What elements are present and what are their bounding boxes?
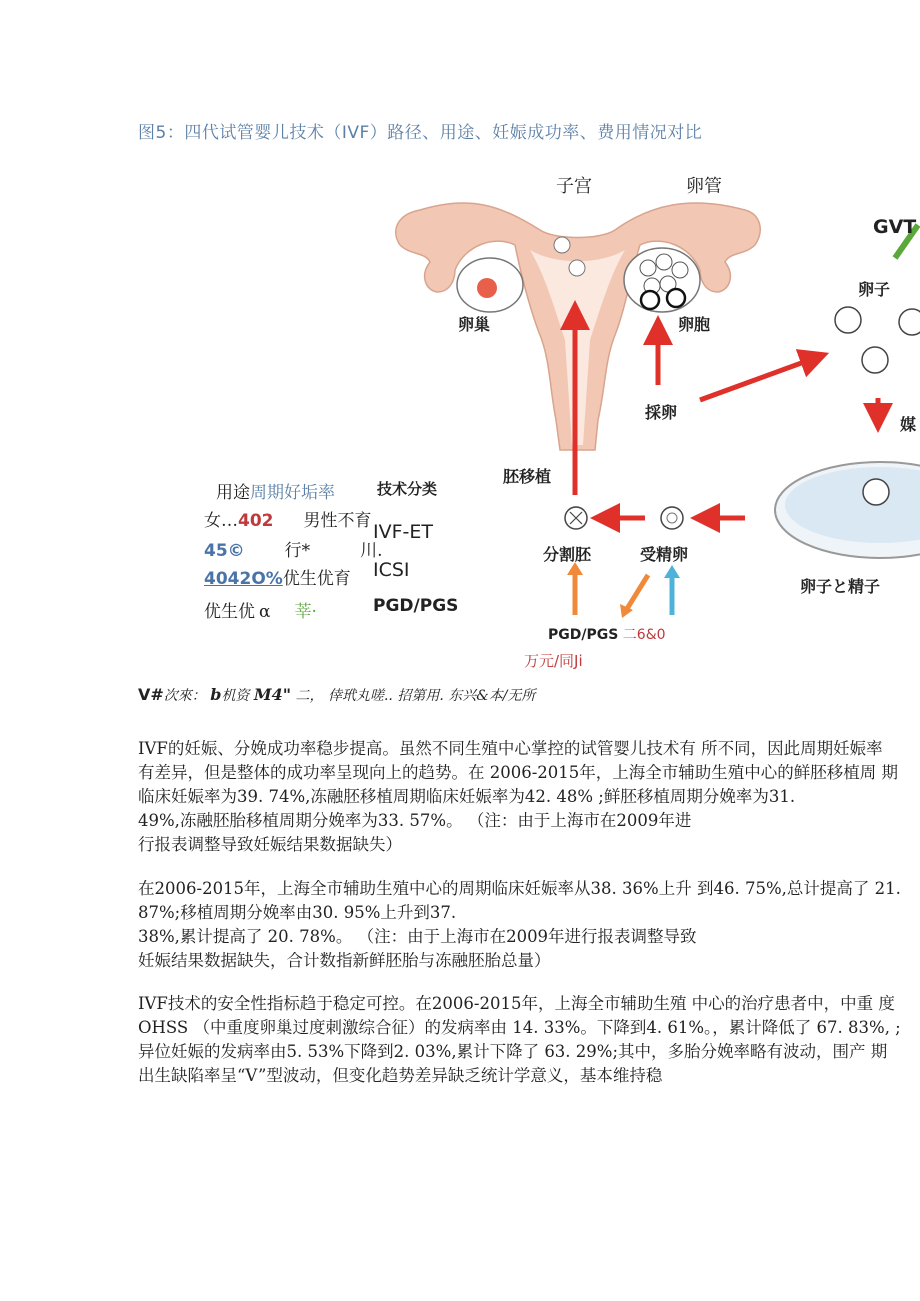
row-3 [204,564,351,589]
follicle-label: 卵胞 [678,315,711,334]
pgd-cost [548,624,666,644]
egg-cells [835,307,920,373]
tech-ivf-et: IVF-ET [373,521,433,543]
source-d: 机资 [221,688,250,704]
p2-line: 38%,累计提高了 20. 78%。 （注：由于上海市在2009年进行报表调整导致 [138,927,697,946]
row2-c: 川. [360,541,383,561]
source-c: b [210,685,222,704]
follicles-right [624,248,700,312]
paragraph-2 [138,877,920,973]
source-b: 次來： [163,688,206,704]
use-header [216,478,335,503]
tech-pgd: PGD/PGS [373,596,459,616]
row2-a: 45© [204,541,245,561]
cost-unit: 万元/同Ji [524,652,583,670]
ivf-diagram [0,160,920,680]
row-2 [204,536,383,561]
p1-line: 49%,冻融胚胎移植周期分娩率为33. 57%。 （注：由于上海市在2009年进 [138,811,692,830]
p3-line: 异位妊娠的发病率由5. 53%下降到2. 03%,累计下降了 63. 29%;其中，多胎分娩率略有波动，围产 期 [138,1042,888,1061]
row-4 [204,597,317,622]
source-line [138,685,535,705]
ovary-label: 卵巢 [458,315,491,334]
uterus-label: 子宫 [556,176,592,197]
source-i: 东兴&本/无所 [448,688,536,704]
p1-line: IVF的妊娠、分娩成功率稳步提高。虽然不同生殖中心掌控的试管婴儿技术有 所不同，因此周期妊娠率 [138,739,883,758]
tube-label: 卵管 [686,176,722,197]
transfer-label: 胚移植 [503,467,552,486]
source-a: V# [138,685,164,704]
egg-sperm-label: 卵子と精子 [800,577,881,596]
p1-line: 行报表调整导致妊娠结果数据缺失） [138,835,402,854]
fertilized-label: 受精卵 [640,545,689,564]
tech-icsi: ICSI [373,559,410,581]
row2-b: 行* [284,541,311,561]
gvt-label: GVT [873,216,917,238]
source-e: M4" [253,685,292,704]
source-f: 二， [295,688,324,704]
row-1 [204,506,372,531]
p1-line: 有差异，但是整体的成功率呈现向上的趋势。在 2006-2015年，上海全市辅助生殖中心的鲜胚移植周 期 [138,763,899,782]
p3-line: 出生缺陷率呈“V”型波动，但变化趋势差异缺乏统计学意义，基本维持稳 [138,1066,663,1085]
row1-a: 女… [204,511,238,531]
source-h: 招第用. [397,688,444,704]
paragraph-1 [138,737,920,857]
p1-line: 临床妊娠率为39. 74%,冻融胚移植周期临床妊娠率为42. 48% ;鲜胚移植周期分娩率为31. [138,787,796,806]
use-header-b: 周期好垢率 [250,483,335,503]
p2-line: 87%;移植周期分娩率由30. 95%上升到37. [138,903,457,922]
petri-dish [775,462,920,558]
paragraph-3 [138,992,920,1088]
row1-b: 402 [238,511,274,531]
p3-line: IVF技术的安全性指标趋于稳定可控。在2006-2015年，上海全市辅助生殖 中心的治疗患者中，中重 度 [138,994,895,1013]
row4-c: 莘· [294,602,317,622]
row1-c: 男性不育 [303,511,372,531]
tech-header: 技术分类 [377,480,438,498]
source-g: 倖玳丸嗟.. [327,688,393,704]
pgd-b: 二6&0 [622,627,666,643]
pgd-a: PGD/PGS [548,627,619,643]
cleavage-label: 分割胚 [543,545,592,564]
row4-a: 优生优 [204,602,255,622]
egg-label: 卵子 [858,280,891,299]
p3-line: OHSS （中重度卵巢过度刺激综合征）的发病率由 14. 33%。下降到4. 61%。，累计降低了 67. 83%, ; [138,1018,901,1037]
ovary-left [457,258,523,312]
p2-line: 妊娠结果数据缺失，合计数指新鲜胚胎与冻融胚胎总量） [138,951,551,970]
row4-b: α [259,602,271,622]
row3-a: 4042O% [204,569,283,589]
figure-caption: 图5：四代试管婴儿技术（IVF）路径、用途、妊娠成功率、费用情况对比 [138,123,703,143]
retrieval-label: 採卵 [645,403,678,422]
p2-line: 在2006-2015年，上海全市辅助生殖中心的周期临床妊娠率从38. 36%上升 到46. 75%,总计提高了 21. [138,879,901,898]
medium-label: 媒 [900,415,917,434]
use-header-a: 用途 [216,483,250,503]
row3-b: 优生优育 [282,569,351,589]
